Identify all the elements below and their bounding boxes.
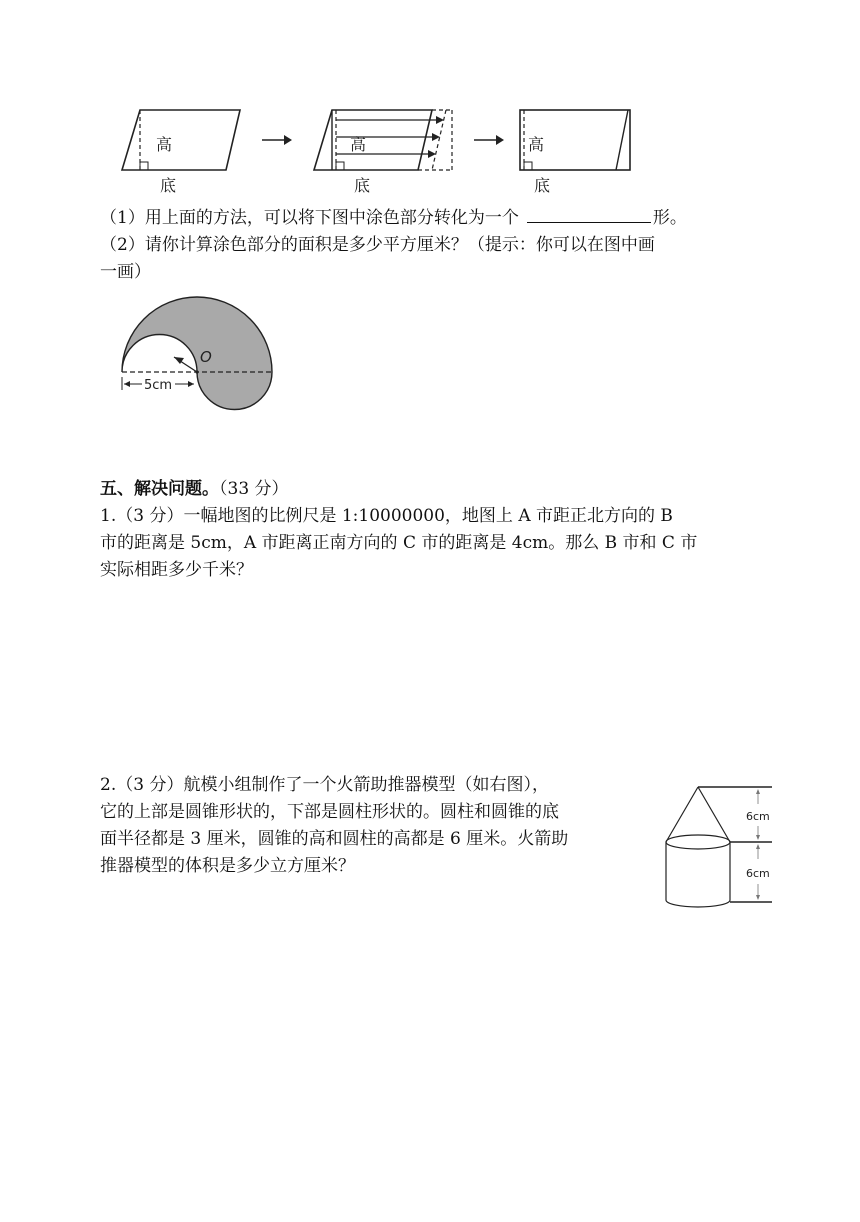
problem1-line1: 1.（3 分）一幅地图的比例尺是 1:10000000，地图上 A 市距正北方向的 B: [100, 506, 673, 526]
problem2-line4: 推器模型的体积是多少立方厘米？: [100, 856, 355, 876]
rocket-booster-figure: [660, 782, 775, 912]
parallelogram-transform-figure: [110, 100, 650, 200]
q4-part2-line1: （2）请你计算涂色部分的面积是多少平方厘米？（提示：你可以在图中画: [100, 235, 655, 255]
parallelogram-2: [314, 110, 452, 195]
base-label-1: 底: [160, 176, 177, 195]
transform-arrow-2: [474, 135, 504, 145]
center-label: O: [200, 348, 212, 366]
height-label-1: 高: [156, 135, 173, 154]
height-label-2: 高: [350, 135, 367, 154]
parallelogram-1: [122, 110, 240, 195]
base-label-2: 底: [354, 176, 371, 195]
problem1-line3: 实际相距多少千米？: [100, 560, 253, 580]
height-label-3: 高: [528, 135, 545, 154]
section-title: 五、解决问题。: [100, 479, 219, 499]
problem2-line3: 面半径都是 3 厘米，圆锥的高和圆柱的高都是 6 厘米。火箭助: [100, 829, 569, 849]
q4-part1-suffix: 形。: [652, 208, 687, 228]
cylinder-height-label: 6cm: [746, 867, 770, 880]
shaded-region-figure: [112, 292, 282, 422]
answer-blank[interactable]: [527, 206, 651, 223]
section-heading: [100, 477, 289, 502]
section-score: （33 分）: [219, 479, 289, 499]
problem1-line2: 市的距离是 5cm，A 市距离正南方向的 C 市的距离是 4cm。那么 B 市和 C 市: [100, 533, 698, 553]
q4-part1: [100, 206, 687, 231]
q4-part1-text: （1）用上面的方法，可以将下图中涂色部分转化为一个: [100, 208, 519, 228]
cone-height-label: 6cm: [746, 810, 770, 823]
dimension-label: 5cm: [144, 378, 173, 393]
base-label-3: 底: [534, 176, 551, 195]
q4-part2-line2: 一画）: [100, 262, 151, 282]
problem2-line2: 它的上部是圆锥形状的，下部是圆柱形状的。圆柱和圆锥的底: [100, 802, 559, 822]
rectangle-result: [520, 110, 630, 195]
transform-arrow-1: [262, 135, 292, 145]
problem2-line1: 2.（3 分）航模小组制作了一个火箭助推器模型（如右图），: [100, 775, 549, 795]
